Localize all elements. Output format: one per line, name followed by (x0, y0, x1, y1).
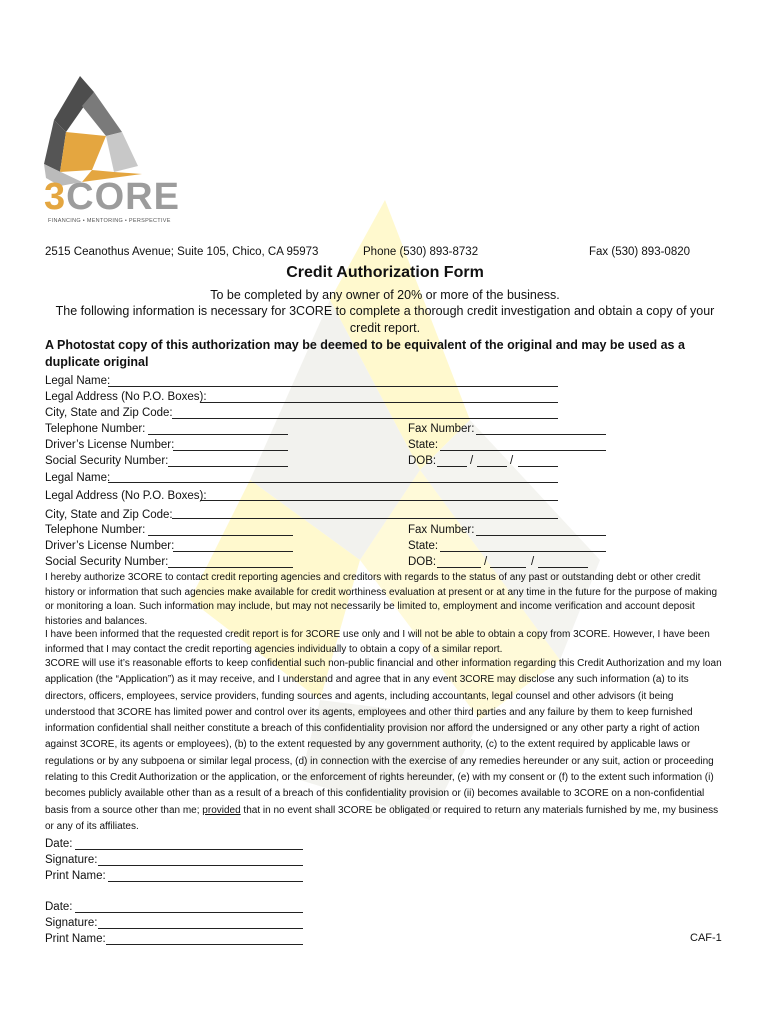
legal-name-field-2[interactable] (108, 482, 558, 483)
drivers-license-label-1: Driver’s License Number: (45, 439, 175, 451)
dob-label-1: DOB: (408, 455, 437, 467)
fax-field-1[interactable] (476, 434, 606, 435)
dob-year-field-2[interactable] (538, 567, 588, 568)
signature-label-2: Signature: (45, 917, 98, 929)
dob-label-2: DOB: (408, 556, 437, 568)
dob-year-field-1[interactable] (518, 466, 558, 467)
authorization-paragraph-1: I hereby authorize 3CORE to contact credit reporting agencies and creditors with regards to the status of any past or outstanding debt or other credit history or information that such agencies make available for credit worthiness evaluation at present or at any time in the future for the purpose of making or monitoring a loan. Such information may include, but may not necessarily be limited to, employment and income verification and account deposit histories and balances. (45, 572, 718, 627)
print-name-label-2: Print Name: (45, 933, 106, 945)
confidentiality-paragraph (45, 656, 725, 835)
dob-day-field-2[interactable] (490, 567, 526, 568)
provided-term: provided (202, 804, 241, 816)
ssn-field-1[interactable] (168, 466, 288, 467)
state-field-1[interactable] (440, 450, 606, 451)
city-state-zip-field-1[interactable] (172, 418, 558, 419)
intro-line-2: The following information is necessary for 3CORE to complete a thorough credit investigation and obtain a copy of your (55, 304, 715, 318)
signature-field-2[interactable] (98, 928, 303, 929)
form-title: Credit Authorization Form (286, 264, 484, 281)
photostat-note: A Photostat copy of this authorization may be deemed to be equivalent of the original and may be used as a duplicate original (45, 338, 685, 369)
dob-month-field-2[interactable] (437, 567, 481, 568)
dob-month-field-1[interactable] (437, 466, 467, 467)
legal-address-field-1[interactable] (200, 402, 558, 403)
dob-day-field-1[interactable] (477, 466, 507, 467)
legal-name-field-1[interactable] (108, 386, 558, 387)
brand-wordmark (44, 178, 180, 216)
fax-label-2: Fax Number: (408, 524, 475, 536)
state-label-2: State: (408, 540, 439, 552)
dob-separator: / (470, 455, 474, 467)
date-field-1[interactable] (75, 849, 303, 850)
intro-line-3: credit report. (349, 321, 421, 335)
fax-field-2[interactable] (476, 535, 606, 536)
date-label-2: Date: (45, 901, 73, 913)
ssn-field-2[interactable] (168, 567, 293, 568)
print-name-field-2[interactable] (106, 944, 303, 945)
legal-name-label-1: Legal Name: (45, 375, 111, 387)
office-fax: Fax (530) 893-0820 (589, 246, 691, 258)
legal-address-field-2[interactable] (200, 500, 558, 501)
form-code: CAF-1 (690, 932, 722, 944)
fax-label-1: Fax Number: (408, 423, 475, 435)
office-address: 2515 Ceanothus Avenue; Suite 105, Chico, CA 95973 (45, 246, 319, 258)
office-phone: Phone (530) 893-8732 (363, 246, 479, 258)
telephone-field-2[interactable] (148, 535, 293, 536)
brand-tagline: FINANCING • MENTORING • PERSPECTIVE (48, 218, 171, 224)
city-state-zip-label-1: City, State and Zip Code: (45, 407, 173, 419)
drivers-license-field-1[interactable] (173, 450, 288, 451)
dob-separator: / (484, 556, 488, 568)
drivers-license-label-2: Driver’s License Number: (45, 540, 175, 552)
confidentiality-text-end: that in no event shall 3CORE be obligated or required to return any materials furnished by me, my business or any of its affiliates. (45, 804, 719, 832)
legal-address-label-2: Legal Address (No P.O. Boxes): (45, 490, 207, 502)
ssn-label-2: Social Security Number: (45, 556, 169, 568)
authorization-paragraph-2: I have been informed that the requested credit report is for 3CORE use only and I will not be able to obtain a copy from 3CORE. However, I have been informed that I may contact the credit reporting agencies individually to obtain a copy of a similar report. (45, 629, 710, 655)
confidentiality-text: 3CORE will use it’s reasonable efforts to keep confidential such non-public financial and other information regarding this Credit Authorization and my loan application (the “Application”) as it may receive, and I understand and agree that in any event 3CORE may disclose any such information (a) to its directors, officers, employees, service providers, funding sources and agents, including accountants, legal counsel and other advisors (it being understood that 3CORE has limited power and control over its agents, employees and other third parties and any failure by them to keep furnished information confidential shall neither constitute a breach of this confidentiality provision nor afford the undersigned or any other party a right of action against 3CORE, its agents or employees), (b) to the extent requested by any government authority, (c) to the extent required by applicable laws or regulations or by any subpoena or similar legal process, (d) in connection with the exercise of any remedies hereunder or any suit, action or proceeding relating to this Credit Authorization or the application, or the enforcement of rights hereunder, (e) with my consent or (f) to the extent such information (i) becomes publicly available other than as a result of a breach of this confidentiality provision or (ii) becomes available to 3CORE on a non-confidential basis from a source other than me; (45, 658, 722, 816)
telephone-label-2: Telephone Number: (45, 524, 146, 536)
legal-address-label-1: Legal Address (No P.O. Boxes): (45, 391, 207, 403)
print-name-label-1: Print Name: (45, 870, 106, 882)
signature-field-1[interactable] (98, 865, 303, 866)
ssn-label-1: Social Security Number: (45, 455, 169, 467)
state-label-1: State: (408, 439, 439, 451)
dob-separator: / (510, 455, 514, 467)
brand-prefix: 3 (44, 176, 67, 218)
telephone-label-1: Telephone Number: (45, 423, 146, 435)
signature-label-1: Signature: (45, 854, 98, 866)
date-field-2[interactable] (75, 912, 303, 913)
intro-line-1: To be completed by any owner of 20% or more of the business. (210, 288, 560, 302)
state-field-2[interactable] (440, 551, 606, 552)
city-state-zip-label-2: City, State and Zip Code: (45, 509, 173, 521)
legal-name-label-2: Legal Name: (45, 472, 111, 484)
telephone-field-1[interactable] (148, 434, 288, 435)
drivers-license-field-2[interactable] (173, 551, 293, 552)
print-name-field-1[interactable] (108, 881, 303, 882)
dob-separator: / (531, 556, 535, 568)
city-state-zip-field-2[interactable] (172, 518, 558, 519)
date-label-1: Date: (45, 838, 73, 850)
brand-name: CORE (66, 176, 180, 218)
